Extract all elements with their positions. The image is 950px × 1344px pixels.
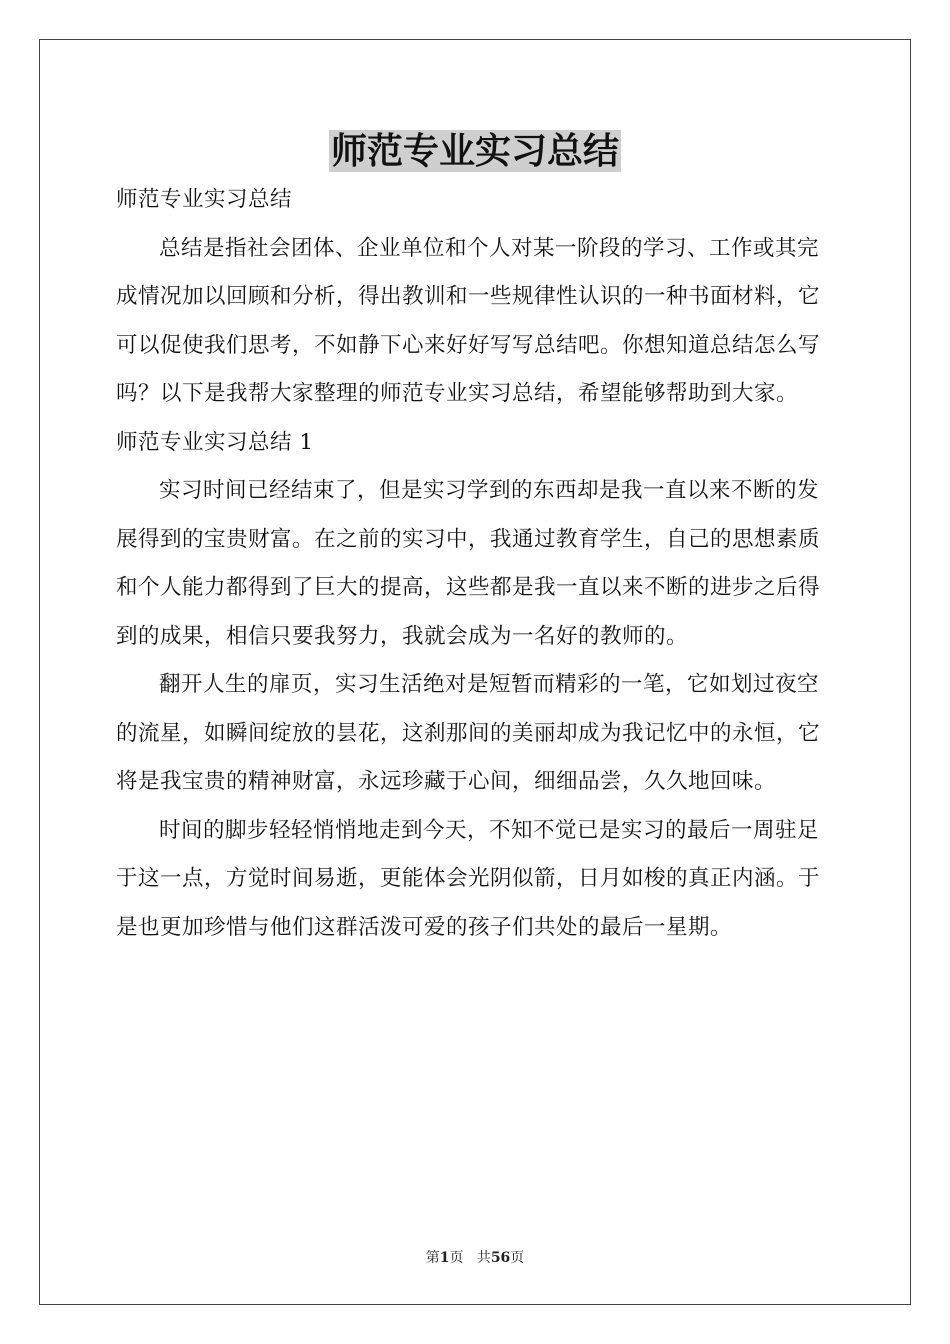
document-body <box>116 176 832 952</box>
section-heading: 师范专业实习总结 <box>116 187 293 212</box>
total-pages: 56 <box>490 1250 511 1266</box>
document-title <box>0 124 950 178</box>
page-number: 1 <box>439 1250 450 1266</box>
page-suffix: 页 <box>449 1250 464 1266</box>
total-suffix: 页 <box>510 1250 525 1266</box>
section-heading: 师范专业实习总结 1 <box>116 429 314 455</box>
body-paragraph: 实习时间已经结束了，但是实习学到的东西却是我一直以来不断的发展得到的宝贵财富。在之前的实习中，我通过教育学生，自己的思想素质和个人能力都得到了巨大的提高，这些都是我一直以来不断的进步之后得到的成果，相信只要我努力，我就会成为一名好的教师的。 <box>116 478 821 649</box>
document-title-text: 师范专业实习总结 <box>330 130 619 172</box>
total-prefix: 共 <box>476 1250 491 1266</box>
intro-paragraph: 总结是指社会团体、企业单位和个人对某一阶段的学习、工作或其完成情况加以回顾和分析，得出教训和一些规律性认识的一种书面材料，它可以促使我们思考，不如静下心来好好写写总结吧。你想知道总结怎么写吗？以下是我帮大家整理的师范专业实习总结，希望能够帮助到大家。 <box>116 235 821 406</box>
page-prefix: 第 <box>425 1250 440 1266</box>
page-footer <box>0 1247 950 1267</box>
body-paragraph: 时间的脚步轻轻悄悄地走到今天，不知不觉已是实习的最后一周驻足于这一点，方觉时间易逝，更能体会光阴似箭，日月如梭的真正内涵。于是也更加珍惜与他们这群活泼可爱的孩子们共处的最后一星期。 <box>116 817 821 940</box>
body-paragraph: 翻开人生的扉页，实习生活绝对是短暂而精彩的一笔，它如划过夜空的流星，如瞬间绽放的昙花，这刹那间的美丽却成为我记忆中的永恒，它将是我宝贵的精神财富，永远珍藏于心间，细细品尝，久久地回味。 <box>116 672 821 794</box>
